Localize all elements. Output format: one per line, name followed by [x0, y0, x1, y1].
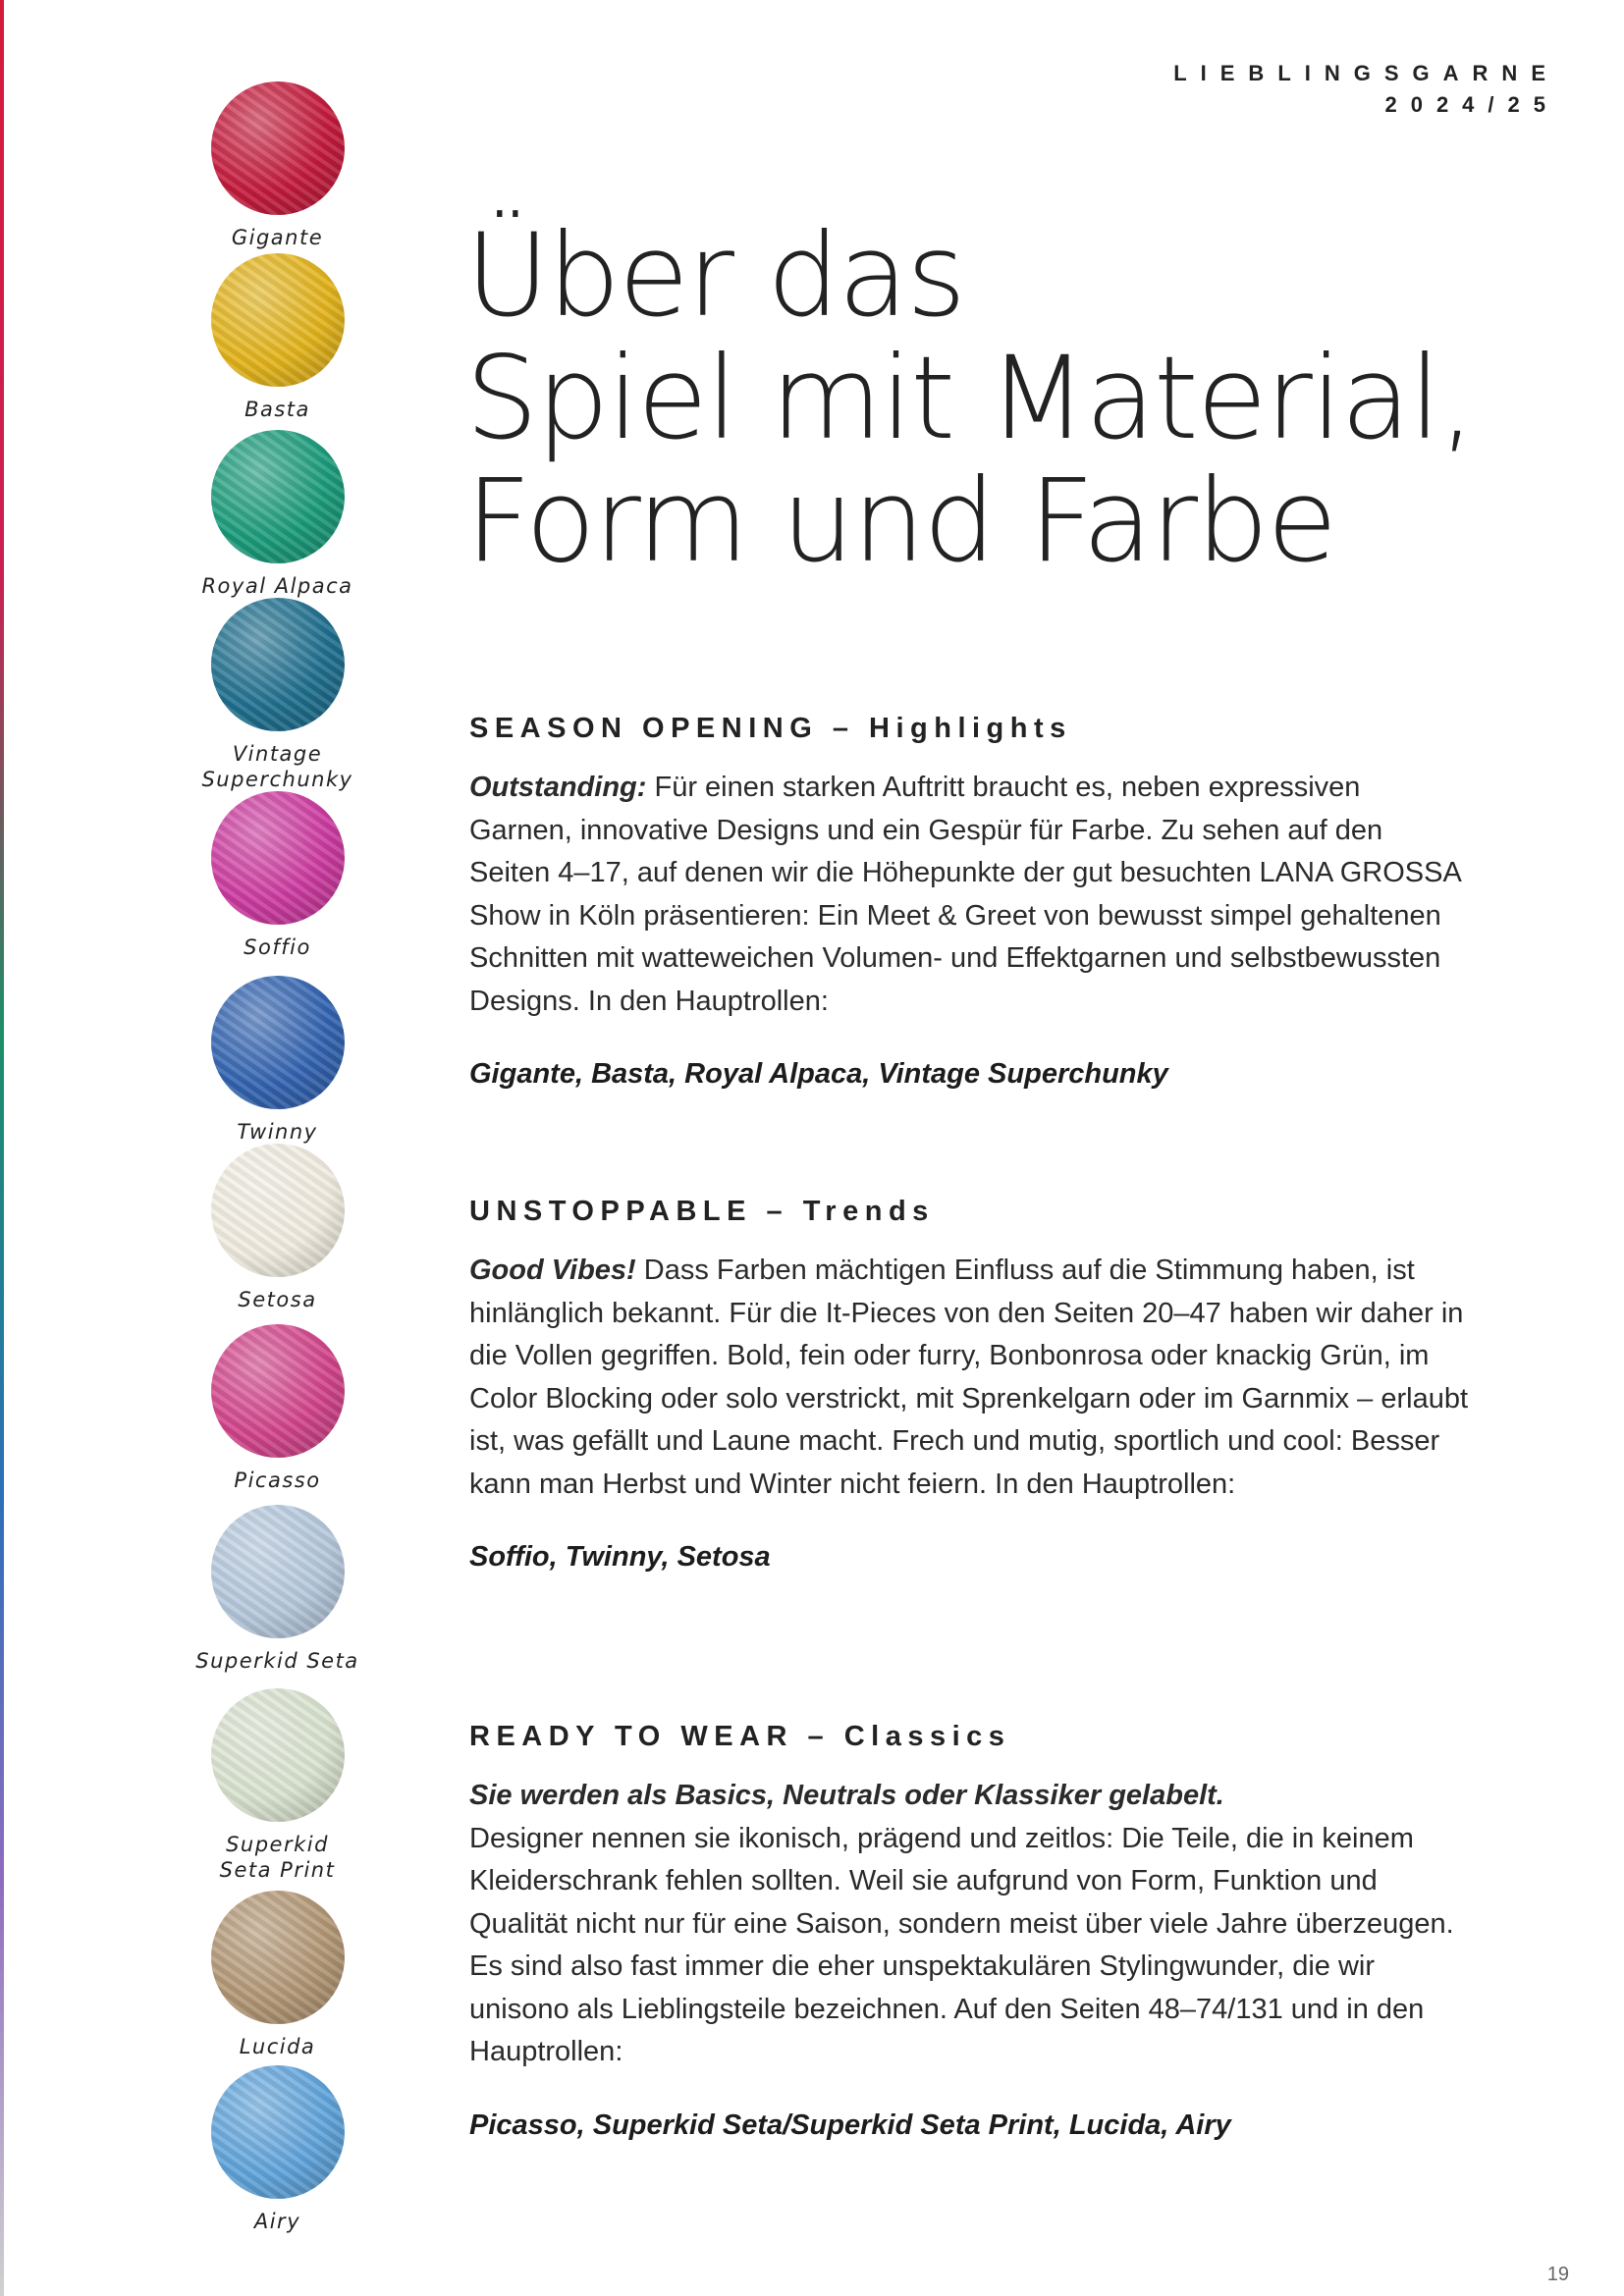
- yarn-ball-image: [211, 430, 345, 563]
- section-roles: Gigante, Basta, Royal Alpaca, Vintage Superchunky: [469, 1058, 1168, 1090]
- yarn-setosa: [177, 1144, 378, 1312]
- page-number: 19: [1546, 2264, 1569, 2285]
- header-season: 2024/25: [1384, 92, 1559, 117]
- yarn-superkid-seta: [177, 1505, 378, 1674]
- yarn-name: Royal Alpaca: [201, 574, 353, 598]
- page-title: [465, 208, 1474, 588]
- yarn-picasso: [177, 1324, 378, 1493]
- section-unstoppable: [469, 1196, 1471, 1574]
- yarn-name: Superkid Seta: [195, 1649, 359, 1673]
- section-ready-to-wear: [469, 1721, 1471, 2142]
- header-title: LIEBLINGSGARNE: [1173, 61, 1559, 85]
- yarn-name: Gigante: [231, 226, 324, 249]
- yarn-name: Twinny: [237, 1120, 318, 1144]
- yarn-name: Basta: [244, 398, 310, 421]
- yarn-ball-image: [211, 1891, 345, 2024]
- title-line-2: Spiel mit Material,: [465, 331, 1474, 465]
- yarn-lucida: [177, 1891, 378, 2059]
- yarn-basta: [177, 253, 378, 422]
- section-text: Für einen starken Auftritt braucht es, neben expressiven Garnen, innovative Designs und ein Gespür für Farbe. Zu sehen auf den Seiten 4–17, auf denen wir die Höhepunkte der gut besuchten LANA GROSSA Show in Köln präsentieren: Ein Meet & Greet von bewusst simpel gehaltenen Schnitten mit watteweichen Volumen- und Effektgarnen und selbstbewussten Designs. In den Hauptrollen:: [469, 772, 1461, 1017]
- title-line-3: Form und Farbe: [465, 454, 1336, 588]
- section-lead: Sie werden als Basics, Neutrals oder Klassiker gelabelt.: [469, 1780, 1224, 1811]
- section-roles: Soffio, Twinny, Setosa: [469, 1541, 771, 1573]
- yarn-name: Airy: [253, 2210, 301, 2233]
- section-body: [469, 1250, 1471, 1506]
- section-roles: Picasso, Superkid Seta/Superkid Seta Print, Lucida, Airy: [469, 2109, 1231, 2141]
- yarn-soffio: [177, 791, 378, 960]
- yarn-vintage-superchunky: [177, 598, 378, 792]
- yarn-airy: [177, 2065, 378, 2234]
- section-text: Dass Farben mächtigen Einfluss auf die Stimmung haben, ist hinlänglich bekannt. Für die It-Pieces von den Seiten 20–47 haben wir daher in die Vollen gegriffen. Bold, fein oder furry, Bonbonrosa oder knackig Grün, im Color Blocking oder solo verstrickt, mit Sprenkelgarn oder im Garnmix – erlaubt ist, was gefällt und Laune macht. Frech und mutig, sportlich und cool: Besser kann man Herbst und Winter nicht feiern. In den Hauptrollen:: [469, 1255, 1469, 1500]
- yarn-name: Soffio: [244, 935, 311, 959]
- section-season-opening: [469, 713, 1471, 1091]
- yarn-name: Picasso: [234, 1468, 321, 1492]
- yarn-ball-image: [211, 1688, 345, 1822]
- yarn-ball-image: [211, 976, 345, 1109]
- section-heading: READY TO WEAR – Classics: [469, 1721, 1011, 1752]
- yarn-name: Lucida: [239, 2035, 316, 2058]
- yarn-name: Setosa: [238, 1288, 317, 1311]
- yarn-royal-alpaca: [177, 430, 378, 599]
- yarn-twinny: [177, 976, 378, 1145]
- yarn-ball-image: [211, 253, 345, 387]
- yarn-ball-image: [211, 1505, 345, 1638]
- yarn-ball-image: [211, 791, 345, 925]
- section-body: [469, 767, 1471, 1023]
- section-heading: UNSTOPPABLE – Trends: [469, 1196, 935, 1227]
- yarn-ball-image: [211, 1324, 345, 1458]
- section-lead: Outstanding:: [469, 772, 647, 803]
- section-heading: SEASON OPENING – Highlights: [469, 713, 1072, 744]
- section-lead: Good Vibes!: [469, 1255, 636, 1286]
- section-text: Designer nennen sie ikonisch, prägend und zeitlos: Die Teile, die in keinem Kleiderschrank fehlen sollten. Weil sie aufgrund von Form, Funktion und Qualität nicht nur für eine Saison, sondern meist über viele Jahre überzeugen. Es sind also fast immer die eher unspektakulären Stylingwunder, die wir unisono als Lieblingsteile bezeichnen. Auf den Seiten 48–74/131 und in den Hauptrollen:: [469, 1822, 1454, 2067]
- yarn-gigante: [177, 81, 378, 250]
- yarn-superkid-seta-print: [177, 1688, 378, 1883]
- yarn-ball-image: [211, 81, 345, 215]
- yarn-name: Vintage Superchunky: [201, 742, 353, 791]
- yarn-ball-image: [211, 1144, 345, 1277]
- left-edge-stripe: [0, 0, 4, 2296]
- yarn-name: Superkid Seta Print: [219, 1833, 336, 1882]
- running-header: [1173, 61, 1559, 118]
- yarn-ball-image: [211, 2065, 345, 2199]
- yarn-ball-image: [211, 598, 345, 731]
- title-line-1: Über das: [465, 208, 965, 343]
- section-body: [469, 1775, 1471, 2074]
